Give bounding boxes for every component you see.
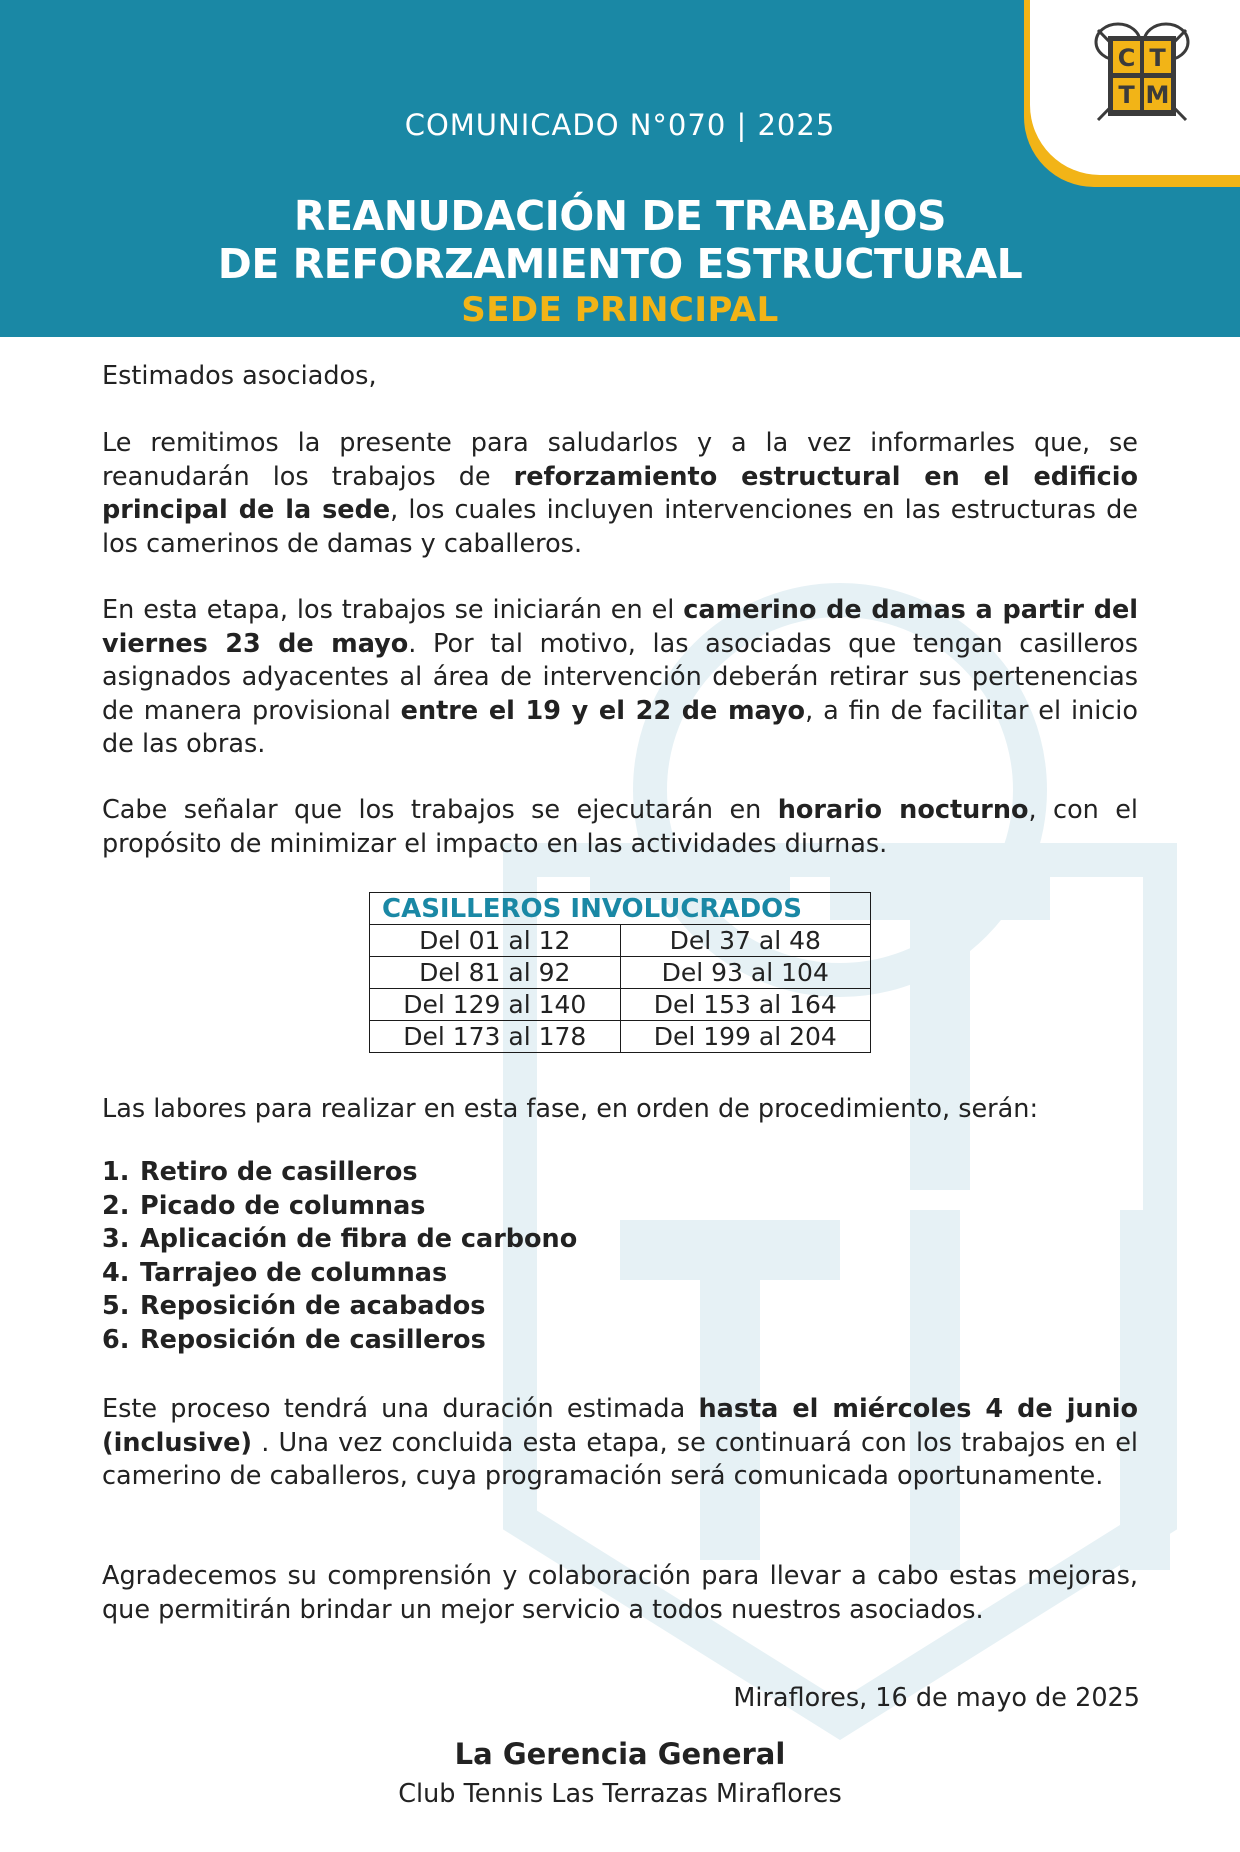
logo-letter: T (1149, 44, 1166, 72)
bold-span: entre el 19 y el 22 de mayo (400, 695, 806, 726)
text-span: . Una vez concluida esta etapa, se continuará con los trabajos en el camerino de caballeros, cuya programación será comunicada oportunamente. (102, 1427, 1138, 1491)
text-span: , los cuales incluyen intervenciones en las estructuras de los camerinos de damas y caballeros. (102, 495, 1138, 559)
list-item (102, 1290, 577, 1324)
step-number: 3. (102, 1224, 130, 1254)
step-label: Aplicación de fibra de carbono (140, 1224, 578, 1254)
table-cell: Del 37 al 48 (620, 925, 871, 957)
table-cell: Del 173 al 178 (370, 1021, 621, 1053)
table-cell: Del 199 al 204 (620, 1021, 871, 1053)
step-label: Reposición de casilleros (140, 1324, 486, 1355)
step-number: 1. (102, 1157, 130, 1187)
list-item (102, 1156, 577, 1190)
title-line-1: REANUDACIÓN DE TRABAJOS (293, 192, 947, 240)
comunicado-number: COMUNICADO N°070 | 2025 (404, 108, 836, 142)
paragraph-6: Agradecemos su comprensión y colaboración para llevar a cabo estas mejoras, que permitirán brindar un mejor servicio a todos nuestros asociados. (102, 1561, 1138, 1625)
document-title (0, 192, 1240, 288)
paragraph-5 (102, 1393, 1138, 1494)
step-label: Picado de columnas (140, 1190, 426, 1221)
table-row (370, 989, 871, 1021)
step-number: 2. (102, 1190, 130, 1221)
bold-span: hasta el miércoles 4 de junio (inclusive) (102, 1394, 1138, 1458)
paragraph-2 (102, 594, 1138, 762)
club-name: Club Tennis Las Terrazas Miraflores (398, 1779, 842, 1809)
logo-letter: M (1145, 81, 1170, 109)
list-item (102, 1257, 577, 1291)
greeting: Estimados asociados, (102, 361, 377, 391)
document-date: Miraflores, 16 de mayo de 2025 (733, 1683, 1140, 1713)
step-number: 4. (102, 1257, 130, 1288)
header-banner (0, 0, 1240, 337)
step-label: Retiro de casilleros (140, 1157, 418, 1187)
text-span: . Por tal motivo, las asociadas que tengan casilleros asignados adyacentes al área de intervención deberán retirar sus pertenencias de manera provisional (102, 628, 1138, 726)
table-cell: Del 81 al 92 (370, 957, 621, 989)
text-span: Cabe señalar que los trabajos se ejecutarán en (102, 795, 778, 825)
step-label: Tarrajeo de columnas (140, 1257, 448, 1288)
text-span: Le remitimos la presente para saludarlos y a la vez informarles que, se reanudarán los trabajos de (102, 428, 1138, 492)
text-span: , con el propósito de minimizar el impacto en las actividades diurnas. (102, 795, 1138, 859)
logo-letter: C (1117, 44, 1136, 72)
table-title: CASILLEROS INVOLUCRADOS (370, 893, 871, 925)
paragraph-3 (102, 794, 1138, 861)
signature: La Gerencia General (454, 1737, 786, 1771)
table-row (370, 957, 871, 989)
table-cell: Del 01 al 12 (370, 925, 621, 957)
document-subtitle: SEDE PRINCIPAL (461, 290, 779, 330)
logo-letter: T (1118, 81, 1135, 109)
list-item (102, 1223, 577, 1257)
bold-span: reforzamiento estructural en el edificio principal de la sede (102, 461, 1139, 525)
title-line-2: DE REFORZAMIENTO ESTRUCTURAL (217, 240, 1023, 288)
table-row (370, 925, 871, 957)
paragraph-4: Las labores para realizar en esta fase, en orden de procedimiento, serán: (102, 1094, 1039, 1124)
lockers-table (369, 892, 871, 1053)
text-span: Este proceso tendrá una duración estimada (102, 1394, 699, 1424)
steps-list (102, 1156, 577, 1357)
table-cell: Del 153 al 164 (620, 989, 871, 1021)
table-cell: Del 93 al 104 (620, 957, 871, 989)
paragraph-1 (102, 427, 1138, 561)
step-number: 6. (102, 1324, 130, 1355)
table-row (370, 1021, 871, 1053)
text-span: , a fin de facilitar el inicio de las obras. (102, 695, 1138, 759)
bold-span: horario nocturno (777, 795, 1029, 825)
list-item (102, 1324, 577, 1358)
text-span: En esta etapa, los trabajos se iniciarán en el (102, 595, 684, 625)
step-number: 5. (102, 1291, 130, 1321)
bold-span: camerino de damas a partir del viernes 23 de mayo (102, 595, 1138, 659)
table-cell: Del 129 al 140 (370, 989, 621, 1021)
step-label: Reposición de acabados (140, 1291, 486, 1321)
list-item (102, 1190, 577, 1224)
